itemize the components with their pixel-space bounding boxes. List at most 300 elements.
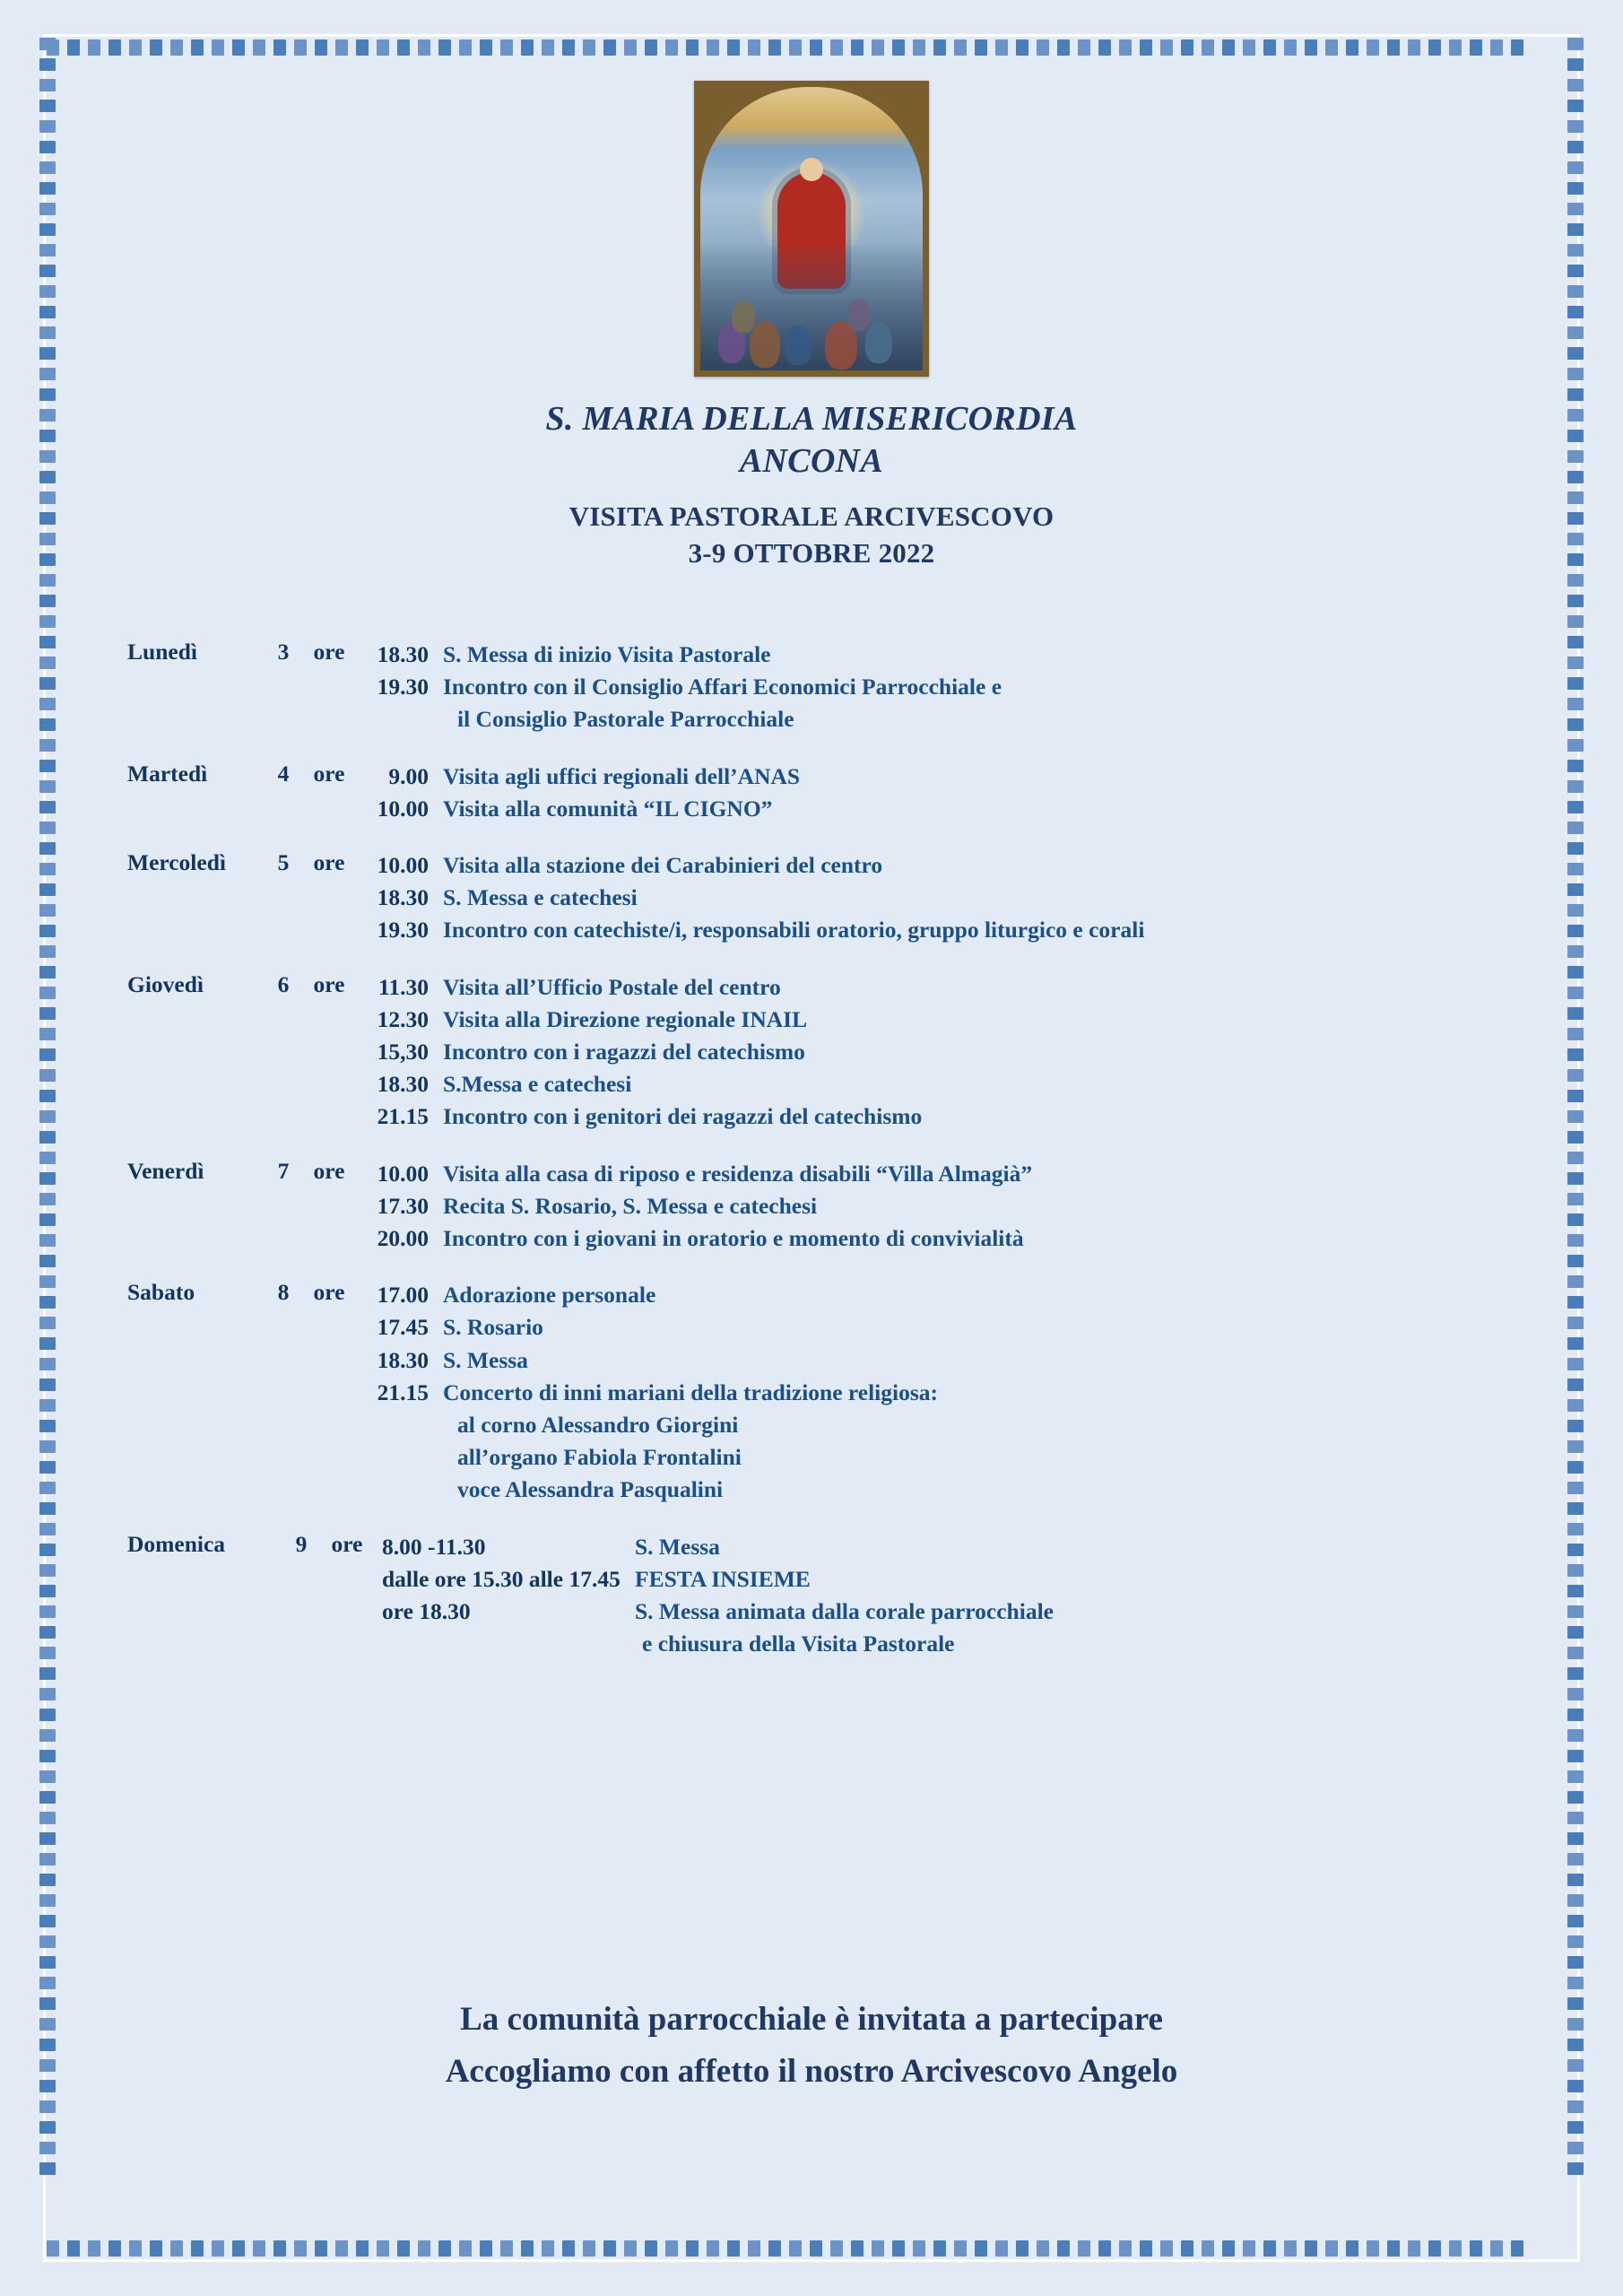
frame-dash — [1387, 39, 1400, 56]
frame-dash — [1567, 430, 1584, 442]
frame-dash — [1078, 2240, 1090, 2257]
entry-description-continued: voce Alessandra Pasqualini — [457, 1476, 724, 1503]
frame-dash — [1567, 1255, 1584, 1267]
poster-footer — [70, 1994, 1553, 2097]
frame-dash — [1567, 1131, 1584, 1144]
frame-dash — [39, 1626, 56, 1639]
day-entries — [357, 639, 1544, 736]
frame-dash — [39, 120, 56, 133]
frame-dash — [39, 1152, 56, 1164]
frame-dash — [1037, 39, 1049, 56]
frame-dash — [39, 326, 56, 339]
entry-description: Visita all’Ufficio Postale del centro — [443, 973, 781, 1000]
frame-dash — [1567, 925, 1584, 937]
frame-dash — [975, 39, 987, 56]
artwork-container — [70, 81, 1553, 377]
frame-dash — [1567, 1874, 1584, 1886]
entry-description-continued: e chiusura della Visita Pastorale — [642, 1631, 955, 1657]
parish-title — [70, 398, 1553, 483]
frame-dash — [39, 615, 56, 628]
frame-dash — [1490, 2240, 1503, 2257]
frame-dash — [356, 39, 369, 56]
frame-dash — [39, 1255, 56, 1267]
schedule-day — [122, 1531, 1544, 1661]
frame-dash — [686, 2240, 699, 2257]
schedule-entry — [357, 1222, 1544, 1255]
frame-dash — [212, 2240, 224, 2257]
frame-dash — [810, 39, 822, 56]
frame-dash — [39, 1915, 56, 1927]
painting-frame — [694, 81, 929, 377]
frame-dash — [1222, 39, 1235, 56]
frame-dash — [1567, 1605, 1584, 1618]
frame-dash — [39, 966, 56, 978]
frame-dash — [1567, 780, 1584, 793]
frame-dash — [1567, 203, 1584, 215]
frame-dash — [1057, 39, 1070, 56]
frame-dash — [480, 2240, 492, 2257]
entry-description: S. Messa e catechesi — [443, 884, 638, 911]
frame-dash — [1567, 223, 1584, 236]
frame-dash — [1567, 1791, 1584, 1804]
frame-dash — [1470, 2240, 1482, 2257]
frame-dash — [67, 39, 80, 56]
frame-dash — [39, 1832, 56, 1845]
event-subtitle-line2: 3-9 OTTOBRE 2022 — [688, 536, 935, 569]
frame-dash — [1567, 100, 1584, 112]
frame-dash — [1567, 657, 1584, 669]
frame-dash — [39, 1585, 56, 1597]
frame-dash — [39, 1750, 56, 1762]
entry-description: Incontro con i ragazzi del catechismo — [443, 1039, 805, 1065]
frame-dashes-right — [1566, 38, 1585, 2258]
frame-dash — [39, 1378, 56, 1391]
frame-dash — [39, 100, 56, 112]
frame-dash — [1567, 718, 1584, 731]
frame-dash — [150, 2240, 162, 2257]
schedule-entry — [357, 882, 1544, 914]
frame-dash — [315, 2240, 327, 2257]
frame-dash — [995, 2240, 1008, 2257]
frame-dash — [1567, 1172, 1584, 1185]
day-entries — [357, 971, 1544, 1134]
frame-dash — [39, 1131, 56, 1144]
frame-dash — [232, 2240, 245, 2257]
day-name: Giovedì — [127, 970, 204, 997]
frame-dash — [39, 285, 56, 298]
figure-blob — [732, 300, 755, 333]
frame-dash — [1567, 1337, 1584, 1350]
frame-dash — [1567, 945, 1584, 958]
frame-dash — [1567, 1213, 1584, 1226]
frame-dash — [1567, 2142, 1584, 2154]
entry-description: Incontro con catechiste/i, responsabili oratorio, gruppo liturgico e corali — [443, 917, 1145, 944]
frame-dash — [1408, 39, 1420, 56]
frame-dash — [39, 223, 56, 236]
frame-dash — [500, 39, 513, 56]
frame-dash — [39, 553, 56, 566]
entry-time: 12.30 — [377, 1005, 429, 1032]
frame-dash — [1202, 39, 1214, 56]
frame-dash — [1428, 2240, 1441, 2257]
entry-description: Visita alla comunità “IL CIGNO” — [443, 795, 773, 822]
schedule-entry — [357, 1279, 1544, 1311]
schedule-day — [122, 1158, 1544, 1256]
frame-dash — [830, 2240, 843, 2257]
frame-dash — [933, 2240, 946, 2257]
frame-dash — [39, 1874, 56, 1886]
frame-dash — [1567, 1812, 1584, 1824]
frame-dash — [459, 2240, 472, 2257]
frame-dash — [768, 39, 781, 56]
frame-dash — [39, 1523, 56, 1535]
frame-dash — [1016, 39, 1028, 56]
frame-dash — [1243, 2240, 1255, 2257]
entry-time: 17.00 — [377, 1282, 429, 1309]
poster-content — [70, 65, 1553, 2231]
frame-dash — [810, 2240, 822, 2257]
entry-description: FESTA INSIEME — [635, 1565, 811, 1592]
day-name: Mercoledì — [127, 849, 226, 876]
frame-dash — [315, 39, 327, 56]
frame-dash — [1567, 326, 1584, 339]
frame-dash — [1567, 1956, 1584, 1969]
frame-dash — [1567, 1296, 1584, 1309]
frame-dash — [39, 595, 56, 607]
frame-dash — [872, 39, 884, 56]
frame-dash — [39, 1048, 56, 1061]
figure-blob — [865, 322, 892, 363]
frame-dash — [39, 1956, 56, 1969]
day-name: Venerdì — [127, 1157, 204, 1184]
day-name: Domenica — [127, 1530, 226, 1557]
frame-dash — [1567, 595, 1584, 607]
frame-dash — [1567, 1750, 1584, 1762]
schedule-entry — [357, 1311, 1544, 1344]
entry-time: ore 18.30 — [382, 1598, 471, 1625]
frame-dash — [1567, 2162, 1584, 2175]
schedule-entry — [357, 971, 1544, 1004]
entry-description: S.Messa e catechesi — [443, 1071, 632, 1098]
frame-dash — [1567, 1626, 1584, 1639]
frame-dash — [39, 1935, 56, 1948]
frame-dash — [624, 39, 637, 56]
frame-dash — [645, 39, 657, 56]
frame-dash — [108, 2240, 121, 2257]
day-number: 9 — [295, 1530, 308, 1557]
figure-blob — [750, 321, 780, 368]
frame-dash — [39, 1110, 56, 1123]
schedule-entry — [375, 1596, 1544, 1628]
frame-dash — [1567, 1152, 1584, 1164]
frame-dash — [1202, 2240, 1214, 2257]
frame-dash — [892, 2240, 905, 2257]
frame-dash — [1567, 1667, 1584, 1680]
frame-dash — [1567, 1378, 1584, 1391]
frame-dash — [1567, 265, 1584, 277]
frame-dash — [170, 39, 183, 56]
frame-dash — [1567, 863, 1584, 875]
schedule-entry — [357, 671, 1544, 703]
frame-dash — [1567, 1935, 1584, 1948]
frame-dash — [1567, 1461, 1584, 1474]
frame-dash — [39, 925, 56, 937]
frame-dash — [39, 244, 56, 257]
frame-dash — [1511, 39, 1523, 56]
frame-dash — [913, 39, 925, 56]
frame-dash — [768, 2240, 781, 2257]
frame-dash — [830, 39, 843, 56]
frame-dash — [39, 1090, 56, 1102]
frame-dash — [1325, 2240, 1338, 2257]
schedule-list — [122, 639, 1544, 1684]
frame-dash — [39, 698, 56, 710]
frame-dash — [975, 2240, 987, 2257]
frame-dash — [39, 760, 56, 772]
frame-dash — [1346, 39, 1358, 56]
frame-dash — [39, 1502, 56, 1515]
frame-dash — [665, 2240, 678, 2257]
day-entries — [357, 849, 1544, 947]
entry-time: 18.30 — [377, 1071, 429, 1098]
frame-dash — [1567, 450, 1584, 463]
frame-dash — [1567, 1729, 1584, 1742]
frame-dash — [39, 1399, 56, 1412]
frame-dash — [1098, 2240, 1111, 2257]
frame-dash — [39, 945, 56, 958]
frame-dash — [39, 1667, 56, 1680]
frame-dash — [39, 1337, 56, 1350]
frame-dash — [1567, 388, 1584, 401]
frame-dash — [39, 883, 56, 896]
frame-dash — [562, 39, 575, 56]
frame-dash — [1490, 39, 1503, 56]
frame-dash — [39, 677, 56, 690]
frame-dash — [39, 1605, 56, 1618]
frame-dash — [1567, 1028, 1584, 1040]
frame-dash — [1567, 677, 1584, 690]
frame-dash — [39, 780, 56, 793]
frame-dash — [727, 39, 740, 56]
schedule-entry — [357, 761, 1544, 793]
frame-dash — [39, 1193, 56, 1205]
frame-dash — [1567, 1090, 1584, 1102]
frame-dashes-top — [47, 38, 1576, 57]
frame-dash — [39, 1069, 56, 1082]
frame-dash — [253, 2240, 265, 2257]
entry-description: Visita alla stazione dei Carabinieri del centro — [443, 852, 883, 879]
frame-dash — [1119, 2240, 1132, 2257]
entry-description: Visita alla Direzione regionale INAIL — [443, 1005, 808, 1032]
frame-dash — [1567, 1832, 1584, 1845]
entry-description: S. Messa — [635, 1533, 720, 1560]
frame-dash — [954, 39, 967, 56]
frame-dash — [39, 1420, 56, 1432]
frame-dash — [1387, 2240, 1400, 2257]
entry-description: S. Messa animata dalla corale parrocchiale — [635, 1598, 1054, 1625]
frame-dash — [39, 1853, 56, 1866]
frame-dash — [108, 39, 121, 56]
frame-dash — [1346, 2240, 1358, 2257]
frame-dash — [438, 39, 451, 56]
frame-dash — [170, 2240, 183, 2257]
day-number: 6 — [277, 970, 290, 997]
schedule-entry — [357, 1377, 1544, 1409]
frame-dash — [624, 2240, 637, 2257]
entry-time: 19.30 — [377, 674, 429, 700]
entry-time: 10.00 — [377, 1160, 429, 1187]
entry-time: 11.30 — [378, 973, 429, 1000]
frame-dash — [39, 1275, 56, 1288]
day-number: 4 — [277, 760, 290, 787]
frame-dash — [1567, 1770, 1584, 1783]
entry-description: S. Messa — [443, 1346, 528, 1373]
frame-dash — [1567, 1915, 1584, 1927]
frame-dash — [1305, 2240, 1317, 2257]
frame-dash — [39, 863, 56, 875]
schedule-entry — [357, 1158, 1544, 1190]
frame-dash — [727, 2240, 740, 2257]
frame-dash — [1567, 842, 1584, 855]
day-name: Martedì — [127, 760, 208, 787]
frame-dash — [39, 1894, 56, 1907]
frame-dash — [851, 2240, 864, 2257]
frame-dash — [665, 39, 678, 56]
day-name: Lunedì — [127, 639, 197, 665]
day-number: 3 — [277, 639, 290, 665]
frame-dash — [1567, 285, 1584, 298]
frame-dash — [39, 1213, 56, 1226]
frame-dash — [1567, 182, 1584, 195]
entry-description-continued: all’organo Fabiola Frontalini — [457, 1444, 742, 1471]
frame-dash — [500, 2240, 513, 2257]
frame-dash — [521, 2240, 534, 2257]
parish-title-line1: S. MARIA DELLA MISERICORDIA — [545, 400, 1078, 438]
frame-dash — [39, 842, 56, 855]
entry-time: 10.00 — [377, 795, 429, 822]
entry-description: Incontro con i giovani in oratorio e momento di convivialità — [443, 1225, 1024, 1252]
frame-dash — [748, 39, 760, 56]
frame-dash — [1567, 574, 1584, 587]
frame-dash — [707, 39, 719, 56]
frame-dash — [1567, 120, 1584, 133]
frame-dash — [1263, 2240, 1276, 2257]
frame-dash — [39, 1317, 56, 1329]
frame-dash — [1567, 1234, 1584, 1247]
frame-dash — [1263, 39, 1276, 56]
frame-dash — [1567, 1585, 1584, 1597]
entry-time: 17.30 — [377, 1192, 429, 1219]
frame-dash — [1567, 739, 1584, 752]
frame-dash — [39, 1709, 56, 1721]
day-number: 5 — [277, 849, 290, 876]
frame-dash — [748, 2240, 760, 2257]
frame-dash — [851, 39, 864, 56]
frame-dash — [39, 347, 56, 360]
frame-dash — [1567, 698, 1584, 710]
frame-dash — [1567, 1709, 1584, 1721]
frame-dash — [892, 39, 905, 56]
frame-dash — [913, 2240, 925, 2257]
event-subtitle-line1: VISITA PASTORALE ARCIVESCOVO — [568, 500, 1055, 533]
entry-description: S. Rosario — [443, 1314, 543, 1341]
frame-dash — [1567, 904, 1584, 917]
frame-dash — [397, 39, 410, 56]
day-entries — [357, 1158, 1544, 1256]
frame-dash — [39, 2039, 56, 2051]
schedule-entry — [357, 1068, 1544, 1100]
frame-dash — [1567, 512, 1584, 525]
frame-dash — [1160, 39, 1173, 56]
entry-time: 20.00 — [377, 1225, 429, 1252]
frame-dash — [542, 2240, 554, 2257]
frame-dash — [1567, 1564, 1584, 1577]
day-entries — [357, 761, 1544, 825]
frame-dash — [1567, 533, 1584, 545]
frame-dash — [1181, 39, 1193, 56]
day-name: Sabato — [127, 1279, 195, 1306]
frame-dash — [39, 1544, 56, 1556]
frame-dash — [1567, 79, 1584, 91]
frame-dash — [335, 2240, 348, 2257]
frame-dash — [521, 39, 534, 56]
frame-dash — [707, 2240, 719, 2257]
frame-dash — [603, 2240, 616, 2257]
frame-dash — [39, 450, 56, 463]
entry-time: 18.30 — [377, 641, 429, 667]
frame-dash — [1567, 1894, 1584, 1907]
frame-dash — [39, 822, 56, 834]
frame-dash — [1567, 38, 1584, 50]
frame-dash — [88, 2240, 100, 2257]
frame-dash — [542, 39, 554, 56]
frame-dash — [995, 39, 1008, 56]
frame-dash — [39, 2162, 56, 2175]
entry-description: Incontro con i genitori dei ragazzi del catechismo — [443, 1103, 923, 1130]
frame-dash — [1567, 2039, 1584, 2051]
frame-dash — [1367, 39, 1379, 56]
ore-label: ore — [313, 760, 345, 787]
frame-dash — [1567, 471, 1584, 483]
schedule-entry — [357, 849, 1544, 882]
frame-dash — [418, 2240, 430, 2257]
frame-dash — [1284, 39, 1297, 56]
ore-label: ore — [331, 1530, 363, 1557]
frame-dash — [645, 2240, 657, 2257]
ore-label: ore — [313, 970, 345, 997]
schedule-entry — [357, 914, 1544, 946]
painting-image — [700, 87, 923, 370]
frame-dash — [39, 739, 56, 752]
frame-dash — [150, 39, 162, 56]
frame-dash — [39, 471, 56, 483]
frame-dash — [39, 1028, 56, 1040]
frame-dash — [335, 39, 348, 56]
ore-label: ore — [313, 1279, 345, 1306]
footer-line-2: Accogliamo con affetto il nostro Arcivescovo Angelo — [445, 2052, 1178, 2090]
frame-dash — [191, 2240, 204, 2257]
day-number: 7 — [277, 1157, 290, 1184]
schedule-entry — [357, 639, 1544, 671]
entry-time: 9.00 — [388, 762, 429, 789]
frame-dash — [39, 987, 56, 999]
frame-dash — [1567, 987, 1584, 999]
frame-dash — [39, 430, 56, 442]
frame-dash — [273, 39, 286, 56]
frame-dash — [1567, 1048, 1584, 1061]
entry-time: 10.00 — [377, 852, 429, 879]
entry-time: 21.15 — [377, 1103, 429, 1130]
